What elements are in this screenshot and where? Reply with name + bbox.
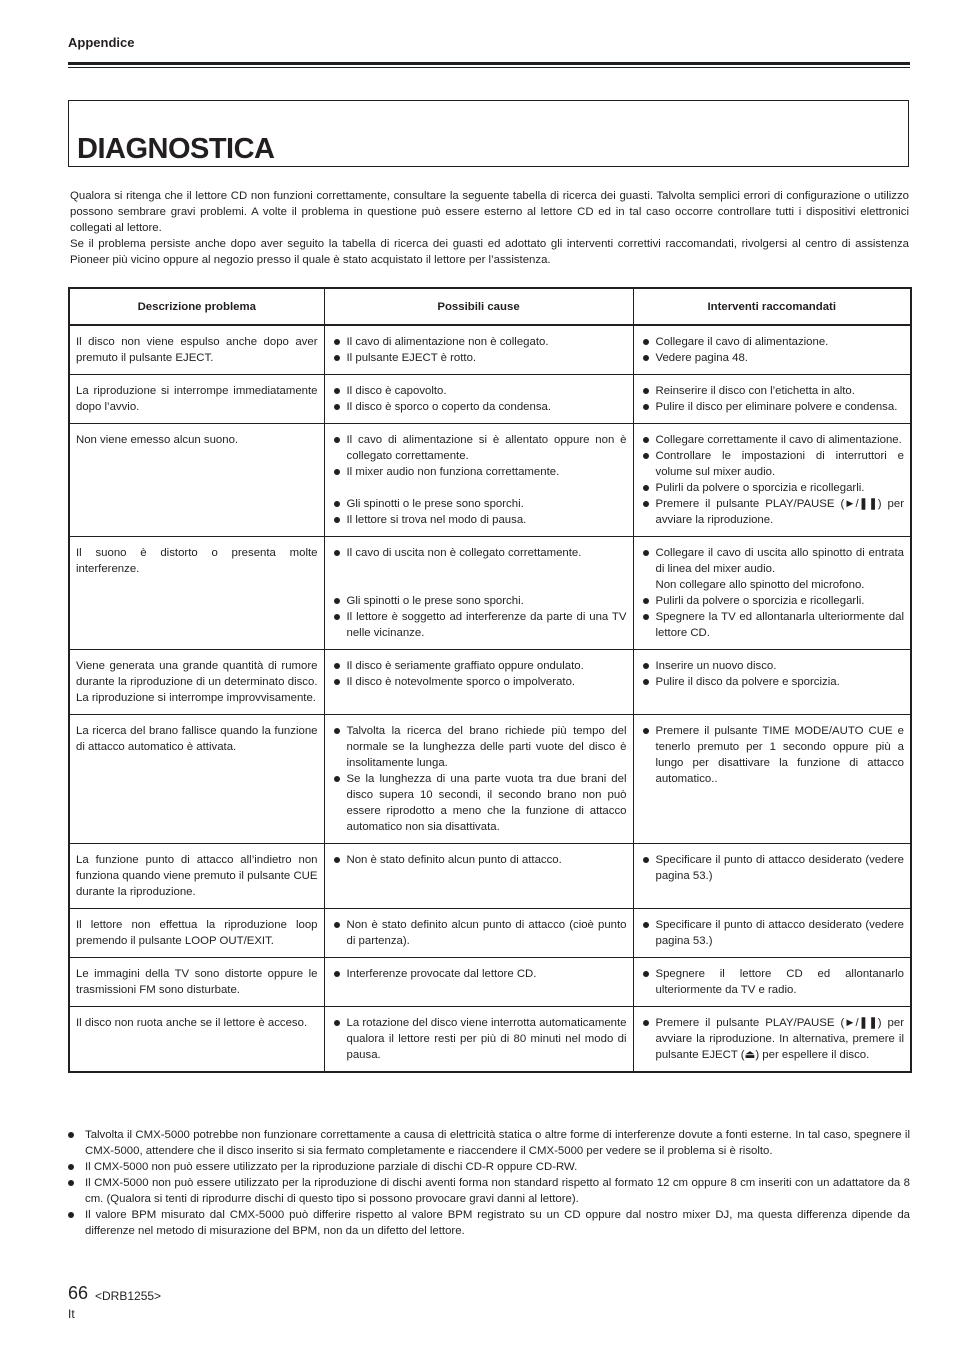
causes-cell [324,325,633,375]
note-item: Il valore BPM misurato dal CMX-5000 può differire rispetto al valore BPM registrato su un CD oppure dal nostro mixer DJ, ma questa differenza dipende da differenze nel metodo di misurazione del BPM, non da un difetto del lettore. [68,1207,910,1239]
intro-text [70,188,909,268]
remedies-cell [633,1007,911,1073]
table-row [69,1007,911,1073]
remedy-item: Premere il pulsante TIME MODE/AUTO CUE e tenerlo premuto per 1 secondo oppure più a lungo per disattivare la funzione di attacco automatico.. [638,723,905,787]
table-row [69,537,911,650]
remedies-cell [633,424,911,537]
causes-cell [324,424,633,537]
cause-item: Il lettore si trova nel modo di pausa. [329,512,627,528]
cause-item: La rotazione del disco viene interrotta automaticamente qualora il lettore resti per più di 80 minuti nel modo di pausa. [329,1015,627,1063]
remedies-cell [633,375,911,424]
causes-cell [324,650,633,715]
cause-item: Il cavo di alimentazione non è collegato. [329,334,627,350]
table-row [69,375,911,424]
column-header-problem: Descrizione problema [69,288,324,325]
remedy-item: Vedere pagina 48. [638,350,905,366]
column-header-causes: Possibili cause [324,288,633,325]
notes-list [68,1127,910,1239]
cause-item: Interferenze provocate dal lettore CD. [329,966,627,982]
table-row [69,958,911,1007]
remedy-item: Pulire il disco da polvere e sporcizia. [638,674,905,690]
cause-item: Il disco è seriamente graffiato oppure ondulato. [329,658,627,674]
remedy-item: Specificare il punto di attacco desiderato (vedere pagina 53.) [638,917,905,949]
remedies-cell [633,325,911,375]
causes-cell [324,844,633,909]
cause-item: Il disco è notevolmente sporco o impolverato. [329,674,627,690]
cause-item: Il cavo di uscita non è collegato correttamente. [329,545,627,561]
causes-cell [324,375,633,424]
remedy-item: Non collegare allo spinotto del microfono. [655,579,865,591]
causes-cell [324,715,633,844]
remedy-item: Pulire il disco per eliminare polvere e condensa. [638,399,905,415]
remedy-item: Controllare le impostazioni di interruttori e volume sul mixer audio. [638,448,905,480]
causes-cell [324,1007,633,1073]
remedy-item: Collegare il cavo di uscita allo spinotto di entrata di linea del mixer audio. [638,545,905,577]
problem-cell: Le immagini della TV sono distorte oppure le trasmissioni FM sono disturbate. [69,958,324,1007]
remedy-item: Specificare il punto di attacco desiderato (vedere pagina 53.) [638,852,905,884]
cause-item: Gli spinotti o le prese sono sporchi. [329,496,627,512]
remedy-item: Inserire un nuovo disco. [638,658,905,674]
cause-item: Il mixer audio non funziona correttamente. [329,464,627,480]
remedy-item: Collegare il cavo di alimentazione. [638,334,905,350]
cause-item: Talvolta la ricerca del brano richiede più tempo del normale se la lunghezza delle parti vuote del disco è insolitamente lunga. [329,723,627,771]
cause-item: Non è stato definito alcun punto di attacco. [329,852,627,868]
language-code: It [68,1307,75,1321]
intro-paragraph-1: Qualora si ritenga che il lettore CD non funzioni correttamente, consultare la seguente tabella di ricerca dei guasti. Talvolta semplici errori di configurazione o utilizzo possono sembrare gravi problemi. A volte il problema in questione può essere esterno al lettore CD ed in tal caso occorre controllare tutti i dispositivi elettronici collegati al lettore. [70,190,909,234]
table-row [69,325,911,375]
header-rule-thin [68,67,910,68]
remedies-cell [633,909,911,958]
page-title: DIAGNOSTICA [77,133,275,165]
problem-cell: La ricerca del brano fallisce quando la funzione di attacco automatico è attivata. [69,715,324,844]
cause-item: Il lettore è soggetto ad interferenze da parte di una TV nelle vicinanze. [329,609,627,641]
intro-paragraph-2: Se il problema persiste anche dopo aver seguito la tabella di ricerca dei guasti ed adottato gli interventi correttivi raccomandati, rivolgersi al centro di assistenza Pioneer più vicino oppure al negozio presso il quale è stato acquistato il lettore per l’assistenza. [70,238,909,266]
problem-cell: Il suono è distorto o presenta molte interferenze. [69,537,324,650]
note-item: Il CMX-5000 non può essere utilizzato per la riproduzione di dischi aventi forma non standard rispetto al formato 12 cm oppure 8 cm inseriti con un adattatore da 8 cm. (Qualora si tenti di riprodurre dischi di questo tipo si possono provocare gravi danni al lettore). [68,1175,910,1207]
remedy-item: Spegnere la TV ed allontanarla ulteriormente dal lettore CD. [638,609,905,641]
remedy-item: Premere il pulsante PLAY/PAUSE (►/❚❚) per avviare la riproduzione. In alternativa, premere il pulsante EJECT (⏏) per espellere il disco. [638,1015,905,1063]
remedy-item: Spegnere il lettore CD ed allontanarlo ulteriormente da TV e radio. [638,966,905,998]
note-item: Talvolta il CMX-5000 potrebbe non funzionare correttamente a causa di elettricità statica o altre forme di interferenze dovute a fonti esterne. In tal caso, spegnere il CMX-5000, attendere che il disco inserito si sia fermato completamente e riaccendere il CMX-5000 per vedere se il problema si è risolto. [68,1127,910,1159]
table-row [69,424,911,537]
table-row [69,650,911,715]
note-item: Il CMX-5000 non può essere utilizzato per la riproduzione parziale di dischi CD-R oppure CD-RW. [68,1159,910,1175]
cause-item: Se la lunghezza di una parte vuota tra due brani del disco supera 10 secondi, il secondo brano non può essere riprodotto a meno che la funzione di attacco automatico non sia disattivata. [329,771,627,835]
remedies-cell [633,844,911,909]
problem-cell: Il disco non viene espulso anche dopo aver premuto il pulsante EJECT. [69,325,324,375]
problem-cell: Il disco non ruota anche se il lettore è acceso. [69,1007,324,1073]
cause-item: Il pulsante EJECT è rotto. [329,350,627,366]
remedies-cell [633,715,911,844]
remedy-item: Pulirli da polvere o sporcizia e ricollegarli. [638,593,905,609]
document-code: <DRB1255> [95,1289,162,1303]
section-label: Appendice [68,35,135,50]
problem-cell: La funzione punto di attacco all’indietro non funziona quando viene premuto il pulsante CUE durante la riproduzione. [69,844,324,909]
cause-item: Il disco è capovolto. [329,383,627,399]
remedy-item: Pulirli da polvere o sporcizia e ricollegarli. [638,480,905,496]
problem-cell: Viene generata una grande quantità di rumore durante la riproduzione di un determinato disco. La riproduzione si interrompe improvvisamente. [69,650,324,715]
table-row [69,909,911,958]
remedies-cell [633,958,911,1007]
causes-cell [324,537,633,650]
troubleshooting-table [68,287,912,1073]
cause-item: Non è stato definito alcun punto di attacco (cioè punto di partenza). [329,917,627,949]
causes-cell [324,909,633,958]
table-header-row [69,288,911,325]
column-header-remedies: Interventi raccomandati [633,288,911,325]
cause-item: Gli spinotti o le prese sono sporchi. [329,593,627,609]
remedy-item: Premere il pulsante PLAY/PAUSE (►/❚❚) per avviare la riproduzione. [638,496,905,528]
remedy-item: Reinserire il disco con l’etichetta in alto. [638,383,905,399]
remedy-item: Collegare correttamente il cavo di alimentazione. [638,432,905,448]
title-box [68,100,909,167]
table-row [69,844,911,909]
cause-item: Il cavo di alimentazione si è allentato oppure non è collegato correttamente. [329,432,627,464]
table-row [69,715,911,844]
page-number: 66 [68,1283,89,1303]
problem-cell: Il lettore non effettua la riproduzione loop premendo il pulsante LOOP OUT/EXIT. [69,909,324,958]
problem-cell: La riproduzione si interrompe immediatamente dopo l’avvio. [69,375,324,424]
header-rule [68,62,910,65]
remedies-cell [633,537,911,650]
problem-cell: Non viene emesso alcun suono. [69,424,324,537]
remedies-cell [633,650,911,715]
causes-cell [324,958,633,1007]
cause-item: Il disco è sporco o coperto da condensa. [329,399,627,415]
